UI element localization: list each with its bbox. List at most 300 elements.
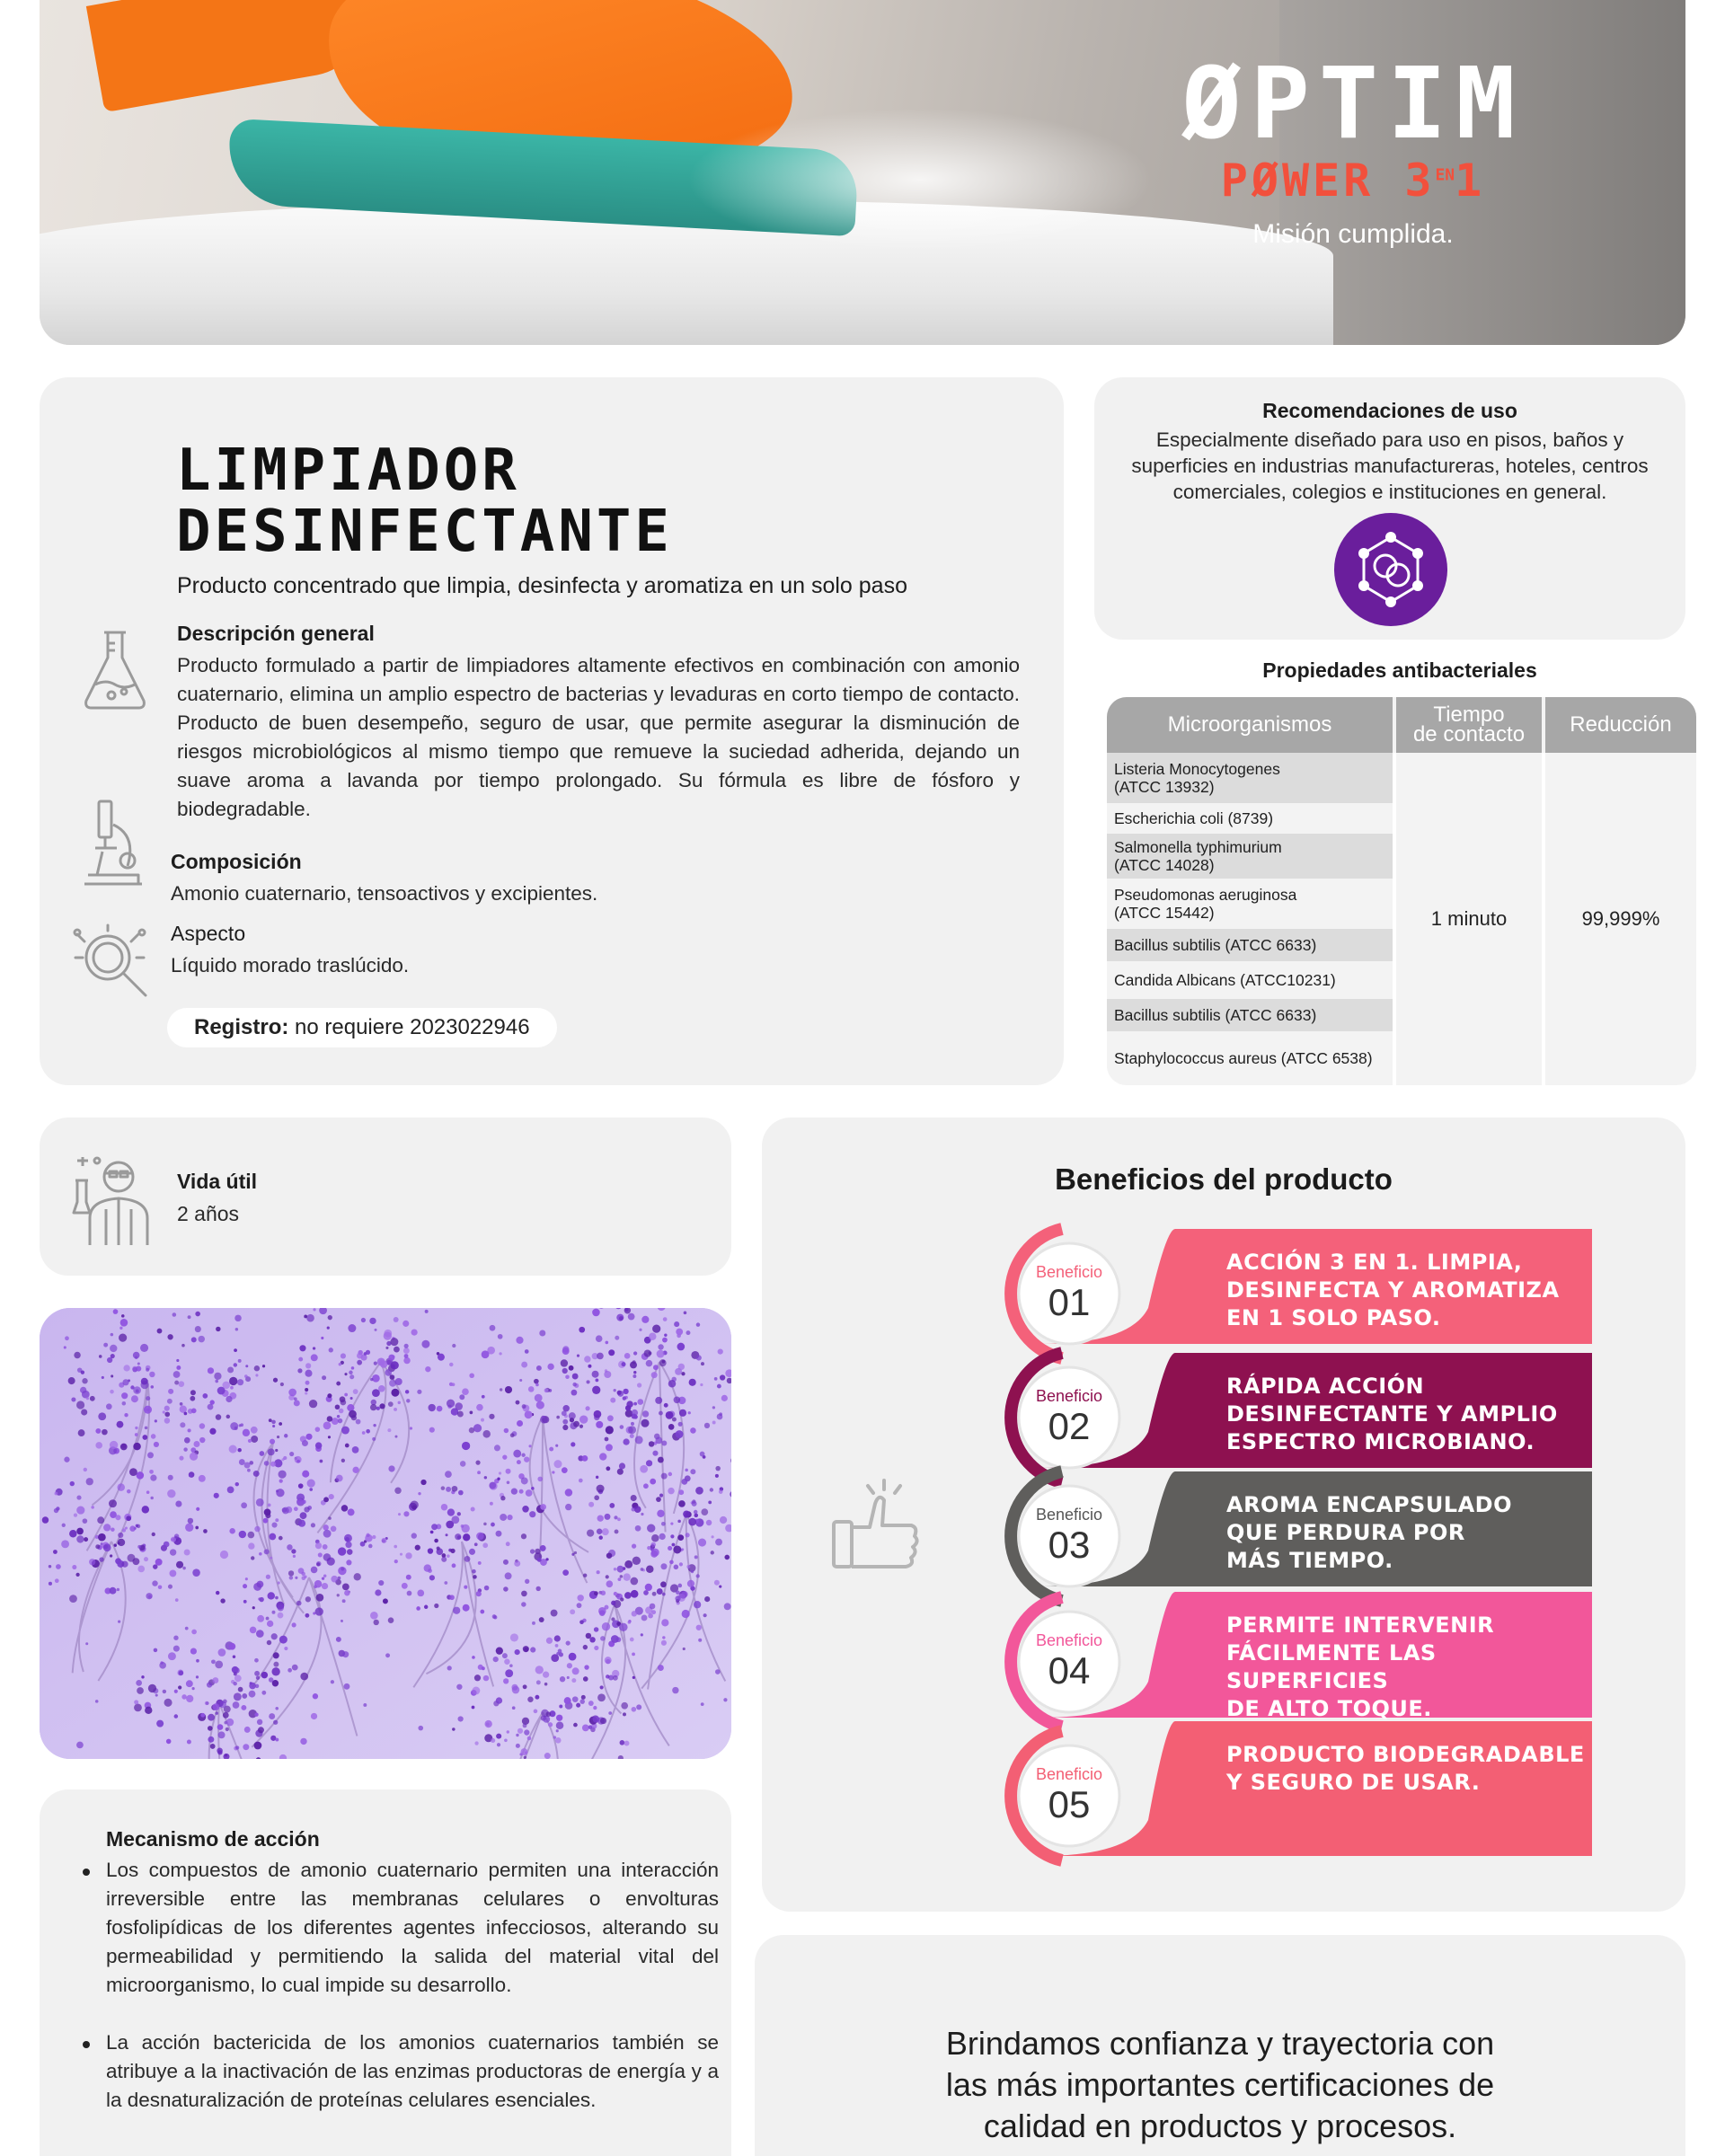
flower-dot [323, 1497, 329, 1502]
flower-dot [519, 1489, 524, 1494]
flower-dot [619, 1623, 627, 1631]
flower-dot [327, 1393, 332, 1398]
flower-dot [624, 1353, 631, 1359]
flower-dot [593, 1716, 600, 1723]
flower-dot [296, 1498, 303, 1505]
flower-dot [199, 1437, 205, 1443]
flower-dot [529, 1445, 532, 1447]
flower-dot [681, 1479, 687, 1485]
flower-dot [366, 1533, 369, 1537]
composition-section [171, 850, 889, 908]
flower-dot [254, 1742, 262, 1750]
flower-dot [353, 1389, 358, 1394]
flower-dot [714, 1580, 720, 1586]
flower-dot [581, 1695, 586, 1700]
flower-dot [388, 1617, 394, 1623]
flower-dot [384, 1330, 392, 1338]
flower-dot [275, 1518, 279, 1522]
flower-dot [496, 1697, 502, 1703]
flower-dot [176, 1359, 179, 1362]
flower-dot [184, 1412, 188, 1416]
flower-dot [305, 1434, 312, 1440]
flower-dot [42, 1516, 49, 1524]
flower-dot [122, 1379, 128, 1385]
flower-dot [715, 1669, 721, 1674]
flower-dot [309, 1488, 313, 1491]
flower-dot [576, 1703, 580, 1708]
flower-dot [311, 1713, 317, 1719]
flower-dot [102, 1376, 104, 1379]
microorganism-column [1107, 753, 1393, 1085]
flower-dot [719, 1586, 721, 1588]
flower-dot [300, 1673, 308, 1681]
flower-dot [121, 1392, 128, 1399]
flower-dot [583, 1676, 588, 1682]
flower-dot [130, 1385, 134, 1389]
flower-dot [535, 1586, 540, 1591]
flower-dot [136, 1680, 142, 1686]
flower-dot [84, 1537, 88, 1542]
flower-dot [406, 1575, 411, 1580]
flower-dot [606, 1444, 613, 1451]
flower-dot [135, 1427, 137, 1429]
flower-dot [394, 1545, 397, 1549]
benefit-label: Beneficio [1035, 1387, 1103, 1405]
flower-dot [55, 1578, 59, 1583]
flower-dot [500, 1514, 507, 1521]
row-name: Pseudomonas aeruginosa [1114, 886, 1297, 904]
flower-dot [611, 1635, 619, 1643]
flower-dot [341, 1620, 343, 1622]
flower-dot [90, 1396, 95, 1401]
molecule-icon [1333, 512, 1448, 627]
flower-dot [344, 1373, 347, 1375]
flower-dot [163, 1410, 165, 1413]
flower-dot [662, 1636, 665, 1639]
flower-dot [615, 1336, 619, 1340]
flower-dot [374, 1620, 379, 1625]
flower-dot [525, 1579, 529, 1584]
flower-dot [336, 1475, 343, 1482]
flower-dot [483, 1675, 489, 1681]
flower-dot [480, 1610, 484, 1614]
flower-dot [510, 1633, 518, 1641]
flower-dot [193, 1441, 199, 1447]
flower-dot [345, 1542, 351, 1548]
flower-dot [249, 1461, 253, 1465]
flower-dot [698, 1539, 706, 1547]
flower-dot [689, 1379, 696, 1386]
flower-dot [562, 1346, 569, 1352]
flower-dot [531, 1487, 535, 1490]
microscope-icon [79, 798, 147, 891]
flower-dot [118, 1539, 125, 1546]
flower-dot [405, 1552, 411, 1559]
flower-dot [632, 1374, 636, 1378]
flower-dot [721, 1395, 728, 1401]
flower-dot [562, 1569, 569, 1576]
flower-dot [119, 1334, 127, 1342]
flower-dot [275, 1449, 278, 1452]
flower-dot [275, 1596, 279, 1600]
flower-dot [172, 1312, 177, 1317]
flower-dot [110, 1390, 114, 1394]
flower-dot [114, 1543, 117, 1546]
flower-dot [630, 1434, 634, 1438]
flower-dot [196, 1507, 199, 1511]
flower-dot [651, 1372, 658, 1378]
flower-dot [516, 1734, 518, 1736]
flower-dot [195, 1526, 199, 1530]
flower-dot [641, 1316, 649, 1323]
flower-dot [254, 1658, 259, 1663]
benefit-text-line2: DESINFECTANTE Y AMPLIO [1226, 1401, 1558, 1427]
flower-dot [275, 1738, 279, 1742]
flower-dot [569, 1653, 577, 1661]
flower-dot [503, 1678, 509, 1683]
flower-dot [202, 1393, 208, 1399]
flower-dot [639, 1329, 641, 1331]
flower-dot [489, 1482, 496, 1489]
flower-dot [545, 1711, 551, 1717]
flower-dot [270, 1439, 275, 1445]
flower-dot [457, 1512, 461, 1515]
flower-dot [167, 1489, 175, 1498]
flower-dot [253, 1471, 260, 1477]
flower-dot [168, 1475, 173, 1480]
flower-dot [402, 1583, 408, 1589]
flower-dot [118, 1533, 123, 1538]
col-header-microorganisms: Microorganismos [1107, 697, 1393, 753]
flower-dot [136, 1389, 139, 1392]
flower-dot [579, 1415, 588, 1423]
flower-dot [315, 1607, 323, 1615]
flower-dot [484, 1476, 487, 1479]
flower-dot [331, 1576, 338, 1583]
flower-dot [76, 1496, 81, 1500]
flower-dot [623, 1712, 626, 1716]
flower-dot [372, 1535, 376, 1539]
flower-dot [544, 1753, 551, 1759]
flower-dot [250, 1682, 252, 1684]
flower-dot [658, 1344, 663, 1349]
flower-dot [490, 1325, 496, 1331]
flower-dot [357, 1360, 362, 1365]
flower-dot [68, 1377, 75, 1384]
flower-dot [134, 1700, 138, 1704]
flower-dot [668, 1488, 674, 1494]
flower-dot [328, 1436, 331, 1438]
flower-dot [284, 1434, 288, 1437]
flower-dot [258, 1597, 261, 1600]
flower-dot [279, 1422, 282, 1426]
flower-dot [628, 1621, 632, 1624]
flower-dot [211, 1659, 216, 1664]
flower-dot [586, 1380, 589, 1383]
flower-dot [437, 1546, 440, 1550]
flower-dot [706, 1520, 712, 1525]
flower-dot [337, 1415, 340, 1418]
flower-dot [89, 1559, 95, 1565]
flower-dot [579, 1620, 584, 1624]
flower-dot [295, 1577, 297, 1579]
flower-dot [535, 1695, 539, 1700]
flower-dot [715, 1539, 722, 1546]
benefit-number: 04 [1048, 1649, 1091, 1692]
flower-dot [658, 1457, 664, 1463]
flower-dot [264, 1461, 270, 1466]
flower-dot [641, 1568, 644, 1571]
flower-dot [724, 1603, 731, 1610]
flower-dot [534, 1379, 539, 1384]
flower-dot [370, 1378, 373, 1381]
flower-dot [278, 1581, 280, 1584]
flower-dot [220, 1598, 225, 1603]
flower-dot [215, 1661, 223, 1669]
flower-dot [643, 1483, 649, 1489]
flower-dot [551, 1654, 559, 1662]
flower-dot [329, 1348, 333, 1352]
product-line [1146, 155, 1560, 207]
flower-dot [145, 1427, 148, 1430]
flower-dot [175, 1598, 179, 1602]
flower-dot [155, 1419, 157, 1422]
flower-dot [243, 1600, 247, 1604]
flower-dot [192, 1687, 195, 1690]
flower-dot [623, 1438, 629, 1445]
flower-dot [97, 1516, 104, 1524]
flower-dot [527, 1697, 533, 1702]
flower-dot [503, 1560, 509, 1565]
flower-dot [245, 1577, 248, 1580]
flower-dot [548, 1722, 553, 1727]
flower-dot [617, 1517, 621, 1521]
flower-dot [677, 1343, 686, 1351]
table-body [1107, 753, 1696, 1085]
flower-dot [418, 1492, 420, 1495]
flower-dot [240, 1423, 243, 1427]
flower-dot [482, 1395, 485, 1399]
flower-dot [266, 1575, 270, 1579]
flower-dot [685, 1469, 688, 1472]
flower-dot [646, 1460, 652, 1466]
col-header-contact-time-line1: Tiempo [1433, 702, 1505, 727]
flower-dot [411, 1505, 416, 1509]
flower-dot [668, 1472, 673, 1477]
flower-dot [447, 1554, 450, 1558]
flower-dot [482, 1666, 485, 1670]
flower-dot [267, 1621, 273, 1627]
flower-dot [579, 1425, 583, 1428]
flower-dot [167, 1399, 172, 1404]
flower-dot [305, 1381, 310, 1385]
flower-dot [671, 1543, 675, 1547]
flower-dot [452, 1486, 458, 1492]
flower-dot [599, 1610, 606, 1616]
flower-dot [350, 1397, 353, 1400]
benefit-label: Beneficio [1035, 1765, 1103, 1783]
flower-dot [223, 1712, 229, 1719]
flower-dot [556, 1416, 560, 1419]
antibacterial-table [1107, 697, 1696, 1085]
product-lead: Producto concentrado que limpia, desinfecta y aromatiza en un solo paso [177, 573, 907, 598]
flower-dot [530, 1549, 535, 1553]
row-name: Bacillus subtilis (ATCC 6633) [1114, 936, 1317, 954]
flower-dot [208, 1736, 214, 1743]
flower-dot [476, 1591, 482, 1596]
flower-dot [595, 1379, 598, 1383]
flower-dot [328, 1516, 332, 1520]
flower-dot [428, 1568, 432, 1573]
flower-dot [279, 1471, 287, 1479]
flower-dot [277, 1436, 279, 1438]
flower-dot [339, 1363, 341, 1365]
flower-dot [540, 1545, 546, 1551]
flower-dot [322, 1375, 326, 1380]
certifications-line3: calidad en productos y procesos. [983, 2107, 1457, 2144]
flower-dot [675, 1595, 680, 1601]
flower-dot [628, 1426, 636, 1434]
flower-dot [511, 1489, 518, 1495]
flower-dot [441, 1557, 447, 1562]
flower-dot [676, 1329, 683, 1336]
flower-dot [458, 1490, 464, 1496]
flower-dot [388, 1355, 394, 1361]
flower-dot [632, 1707, 637, 1712]
flower-dot [394, 1317, 399, 1322]
flower-dot [296, 1601, 302, 1606]
flower-dot [539, 1617, 544, 1622]
flower-dot [641, 1633, 643, 1636]
flower-dot [351, 1415, 357, 1420]
flower-dot [562, 1419, 568, 1425]
flower-dot [254, 1713, 258, 1717]
flower-dot [363, 1703, 367, 1707]
flower-dot [446, 1533, 448, 1536]
flower-dot [614, 1568, 617, 1571]
flower-dot [579, 1327, 585, 1333]
flower-dot [472, 1656, 475, 1659]
flower-dot [678, 1422, 683, 1427]
description-text: Producto formulado a partir de limpiadores altamente efectivos en combinación con amonio cuaternario, elimina un amplio espectro de bacterias y levaduras en corto tiempo de contacto. Producto de buen desempeño, seguro de usar, que permite asegurar la disminución de riesgos microbiológicos al mismo tiempo que remueve la suciedad adherida, dejando un suave aroma a lavanda por tiempo prolongado. Su fórmula es libre de fósforo y biodegradable. [177, 654, 1020, 820]
flower-dot [234, 1315, 241, 1321]
flower-dot [174, 1381, 179, 1385]
flower-dot [234, 1674, 242, 1682]
flower-dot [133, 1443, 140, 1450]
flower-dot [137, 1524, 140, 1528]
row-name: Candida Albicans (ATCC10231) [1114, 971, 1336, 989]
flower-dot [121, 1561, 128, 1568]
registration-badge [167, 1008, 557, 1047]
benefit-text-line1: PRODUCTO BIODEGRADABLE [1226, 1742, 1585, 1767]
flower-dot [327, 1416, 333, 1422]
flower-dot [394, 1408, 397, 1411]
flower-dot [298, 1520, 305, 1527]
flower-dot [571, 1442, 575, 1446]
flower-dot [441, 1486, 446, 1490]
flower-dot [564, 1697, 571, 1704]
flower-dot [254, 1526, 260, 1532]
flower-dot [149, 1372, 155, 1377]
flower-dot [64, 1457, 69, 1462]
flower-dot [55, 1492, 58, 1496]
flower-dot [304, 1507, 309, 1512]
flower-dot [191, 1337, 197, 1342]
flower-dot [652, 1451, 658, 1456]
flower-dot [691, 1570, 694, 1573]
flower-dot [403, 1357, 410, 1364]
benefits-heading: Beneficios del producto [1055, 1162, 1393, 1196]
flower-dot [76, 1401, 84, 1409]
mechanism-list [106, 1856, 719, 2143]
flower-dot [700, 1452, 705, 1457]
flower-dot [537, 1558, 542, 1562]
flower-dot [619, 1316, 624, 1321]
flower-dot [398, 1513, 401, 1515]
flower-dot [361, 1318, 366, 1322]
flower-dot [672, 1417, 677, 1421]
description-section [177, 622, 1020, 824]
flower-dot [75, 1573, 79, 1577]
flower-dot [227, 1366, 234, 1373]
flower-dot [622, 1362, 626, 1366]
flower-dot [69, 1595, 77, 1603]
flower-dot [632, 1544, 636, 1549]
benefit-label: Beneficio [1035, 1263, 1103, 1281]
flower-dot [110, 1441, 118, 1449]
flower-dot [631, 1495, 637, 1501]
flower-dot [261, 1672, 269, 1679]
aspect-section [171, 922, 889, 980]
flower-dot [320, 1460, 323, 1463]
flower-dot [168, 1652, 176, 1660]
flower-dot [679, 1562, 683, 1566]
flower-dot [464, 1586, 467, 1589]
flower-dot [217, 1750, 222, 1754]
flower-dot [614, 1515, 617, 1519]
flower-dot [475, 1461, 480, 1465]
flower-dot [521, 1591, 527, 1597]
flower-dot [664, 1403, 668, 1408]
flower-dot [619, 1462, 625, 1469]
flower-dot [185, 1524, 193, 1532]
flower-dot [391, 1389, 399, 1397]
flower-dot [205, 1701, 208, 1705]
flower-dot [370, 1612, 378, 1620]
flower-dot [502, 1653, 508, 1658]
flower-dot [624, 1560, 632, 1568]
flower-dot [615, 1530, 619, 1534]
flower-dot [174, 1690, 178, 1693]
product-line-name: PØWER 3 [1220, 155, 1436, 207]
flower-dot [256, 1498, 264, 1507]
flower-dot [217, 1387, 226, 1395]
flower-dot [710, 1488, 713, 1491]
flower-dot [641, 1513, 643, 1515]
flower-dot [536, 1401, 544, 1409]
flower-dot [49, 1565, 51, 1568]
flower-dot [120, 1444, 128, 1451]
flower-dot [402, 1321, 409, 1327]
flower-dot [394, 1347, 400, 1353]
flower-dot [342, 1599, 346, 1603]
table-row [1107, 1031, 1393, 1085]
flower-dot [98, 1533, 106, 1542]
flower-dot [535, 1666, 544, 1674]
flower-dot [323, 1524, 328, 1530]
flower-dot [572, 1667, 579, 1674]
flower-dot [482, 1430, 491, 1438]
